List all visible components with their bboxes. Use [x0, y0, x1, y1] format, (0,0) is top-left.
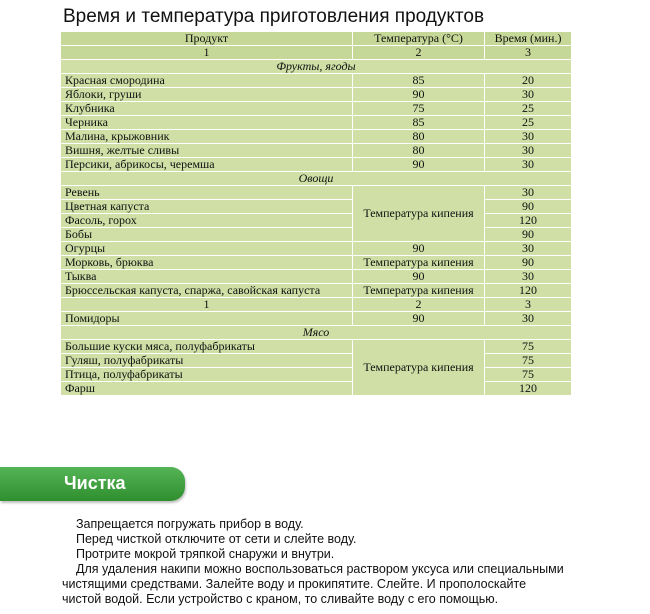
table-row	[61, 88, 572, 102]
time-cell: 30	[485, 270, 572, 284]
time-cell: 30	[485, 312, 572, 326]
header-row	[61, 32, 572, 46]
time-cell: 25	[485, 102, 572, 116]
table-row	[61, 382, 572, 396]
time-cell: 25	[485, 116, 572, 130]
temperature-cell: 90	[353, 88, 485, 102]
temperature-cell: 90	[353, 242, 485, 256]
column-number: 1	[61, 46, 353, 60]
time-cell: 75	[485, 340, 572, 354]
temperature-cell: 90	[353, 158, 485, 172]
table-row	[61, 186, 572, 200]
section-banner	[0, 467, 185, 501]
time-cell: 90	[485, 200, 572, 214]
section-vegetables: Овощи	[61, 172, 572, 186]
page-title: Время и температура приготовления продуктов	[63, 6, 485, 27]
temperature-cell: Температура кипения	[353, 256, 485, 270]
product-name: Цветная капуста	[61, 200, 353, 214]
cleaning-heading: Чистка	[64, 473, 126, 493]
product-name: Ревень	[61, 186, 353, 200]
time-cell: 75	[485, 368, 572, 382]
product-name: Малина, крыжовник	[61, 130, 353, 144]
time-cell: 30	[485, 186, 572, 200]
table-row	[61, 158, 572, 172]
table-row	[61, 312, 572, 326]
cooking-table	[60, 31, 572, 396]
table-row	[61, 214, 572, 228]
column-number: 3	[485, 46, 572, 60]
product-name: Морковь, брюква	[61, 256, 353, 270]
number-row	[61, 46, 572, 60]
time-cell: 20	[485, 74, 572, 88]
header-time: Время (мин.)	[485, 32, 572, 46]
product-name: Большие куски мяса, полуфабрикаты	[61, 340, 353, 354]
table-row	[61, 284, 572, 298]
time-cell: 30	[485, 158, 572, 172]
time-cell: 90	[485, 228, 572, 242]
column-number: 3	[485, 298, 572, 312]
table-row	[61, 270, 572, 284]
temperature-boiling-merged: Температура кипения	[353, 340, 485, 396]
product-name: Огурцы	[61, 242, 353, 256]
table-row	[61, 340, 572, 354]
temperature-cell: Температура кипения	[353, 284, 485, 298]
cleaning-text	[62, 517, 602, 607]
time-cell: 120	[485, 214, 572, 228]
product-name: Бобы	[61, 228, 353, 242]
table-row	[61, 144, 572, 158]
time-cell: 120	[485, 382, 572, 396]
temperature-cell: 85	[353, 116, 485, 130]
number-row	[61, 298, 572, 312]
product-name: Персики, абрикосы, черемша	[61, 158, 353, 172]
cleaning-line: Для удаления накипи можно воспользоваться раствором уксуса или специальными	[76, 562, 564, 576]
table-row	[61, 368, 572, 382]
section-fruits: Фрукты, ягоды	[61, 60, 572, 74]
cleaning-line: Протрите мокрой тряпкой снаружи и внутри.	[76, 547, 335, 561]
table-row	[61, 74, 572, 88]
time-cell: 30	[485, 130, 572, 144]
table-row	[61, 354, 572, 368]
table-row	[61, 242, 572, 256]
time-cell: 30	[485, 242, 572, 256]
cleaning-line: чистящими средствами. Залейте воду и прокипятите. Слейте. И прополоскайте	[62, 577, 527, 591]
time-cell: 75	[485, 354, 572, 368]
product-name: Фарш	[61, 382, 353, 396]
product-name: Вишня, желтые сливы	[61, 144, 353, 158]
product-name: Черника	[61, 116, 353, 130]
time-cell: 30	[485, 88, 572, 102]
header-temperature: Температура (°С)	[353, 32, 485, 46]
product-name: Клубника	[61, 102, 353, 116]
time-cell: 30	[485, 144, 572, 158]
table-row	[61, 256, 572, 270]
column-number: 1	[61, 298, 353, 312]
column-number: 2	[353, 46, 485, 60]
temperature-cell: 90	[353, 312, 485, 326]
cleaning-line: Запрещается погружать прибор в воду.	[76, 517, 304, 531]
product-name: Фасоль, горох	[61, 214, 353, 228]
table-row	[61, 102, 572, 116]
section-row	[61, 172, 572, 186]
table-row	[61, 200, 572, 214]
table-row	[61, 130, 572, 144]
product-name: Красная смородина	[61, 74, 353, 88]
column-number: 2	[353, 298, 485, 312]
section-row	[61, 60, 572, 74]
temperature-cell: 85	[353, 74, 485, 88]
product-name: Птица, полуфабрикаты	[61, 368, 353, 382]
table-row	[61, 116, 572, 130]
product-name: Гуляш, полуфабрикаты	[61, 354, 353, 368]
time-cell: 90	[485, 256, 572, 270]
product-name: Брюссельская капуста, спаржа, савойская капуста	[61, 284, 353, 298]
product-name: Яблоки, груши	[61, 88, 353, 102]
temperature-boiling-merged: Температура кипения	[353, 186, 485, 242]
product-name: Тыква	[61, 270, 353, 284]
section-row	[61, 326, 572, 340]
temperature-cell: 75	[353, 102, 485, 116]
product-name: Помидоры	[61, 312, 353, 326]
temperature-cell: 80	[353, 130, 485, 144]
header-product: Продукт	[61, 32, 353, 46]
temperature-cell: 80	[353, 144, 485, 158]
temperature-cell: 90	[353, 270, 485, 284]
cleaning-line: чистой водой. Если устройство с краном, то сливайте воду с его помощью.	[62, 592, 499, 606]
section-meat: Мясо	[61, 326, 572, 340]
table-row	[61, 228, 572, 242]
time-cell: 120	[485, 284, 572, 298]
cleaning-line: Перед чисткой отключите от сети и слейте воду.	[76, 532, 357, 546]
